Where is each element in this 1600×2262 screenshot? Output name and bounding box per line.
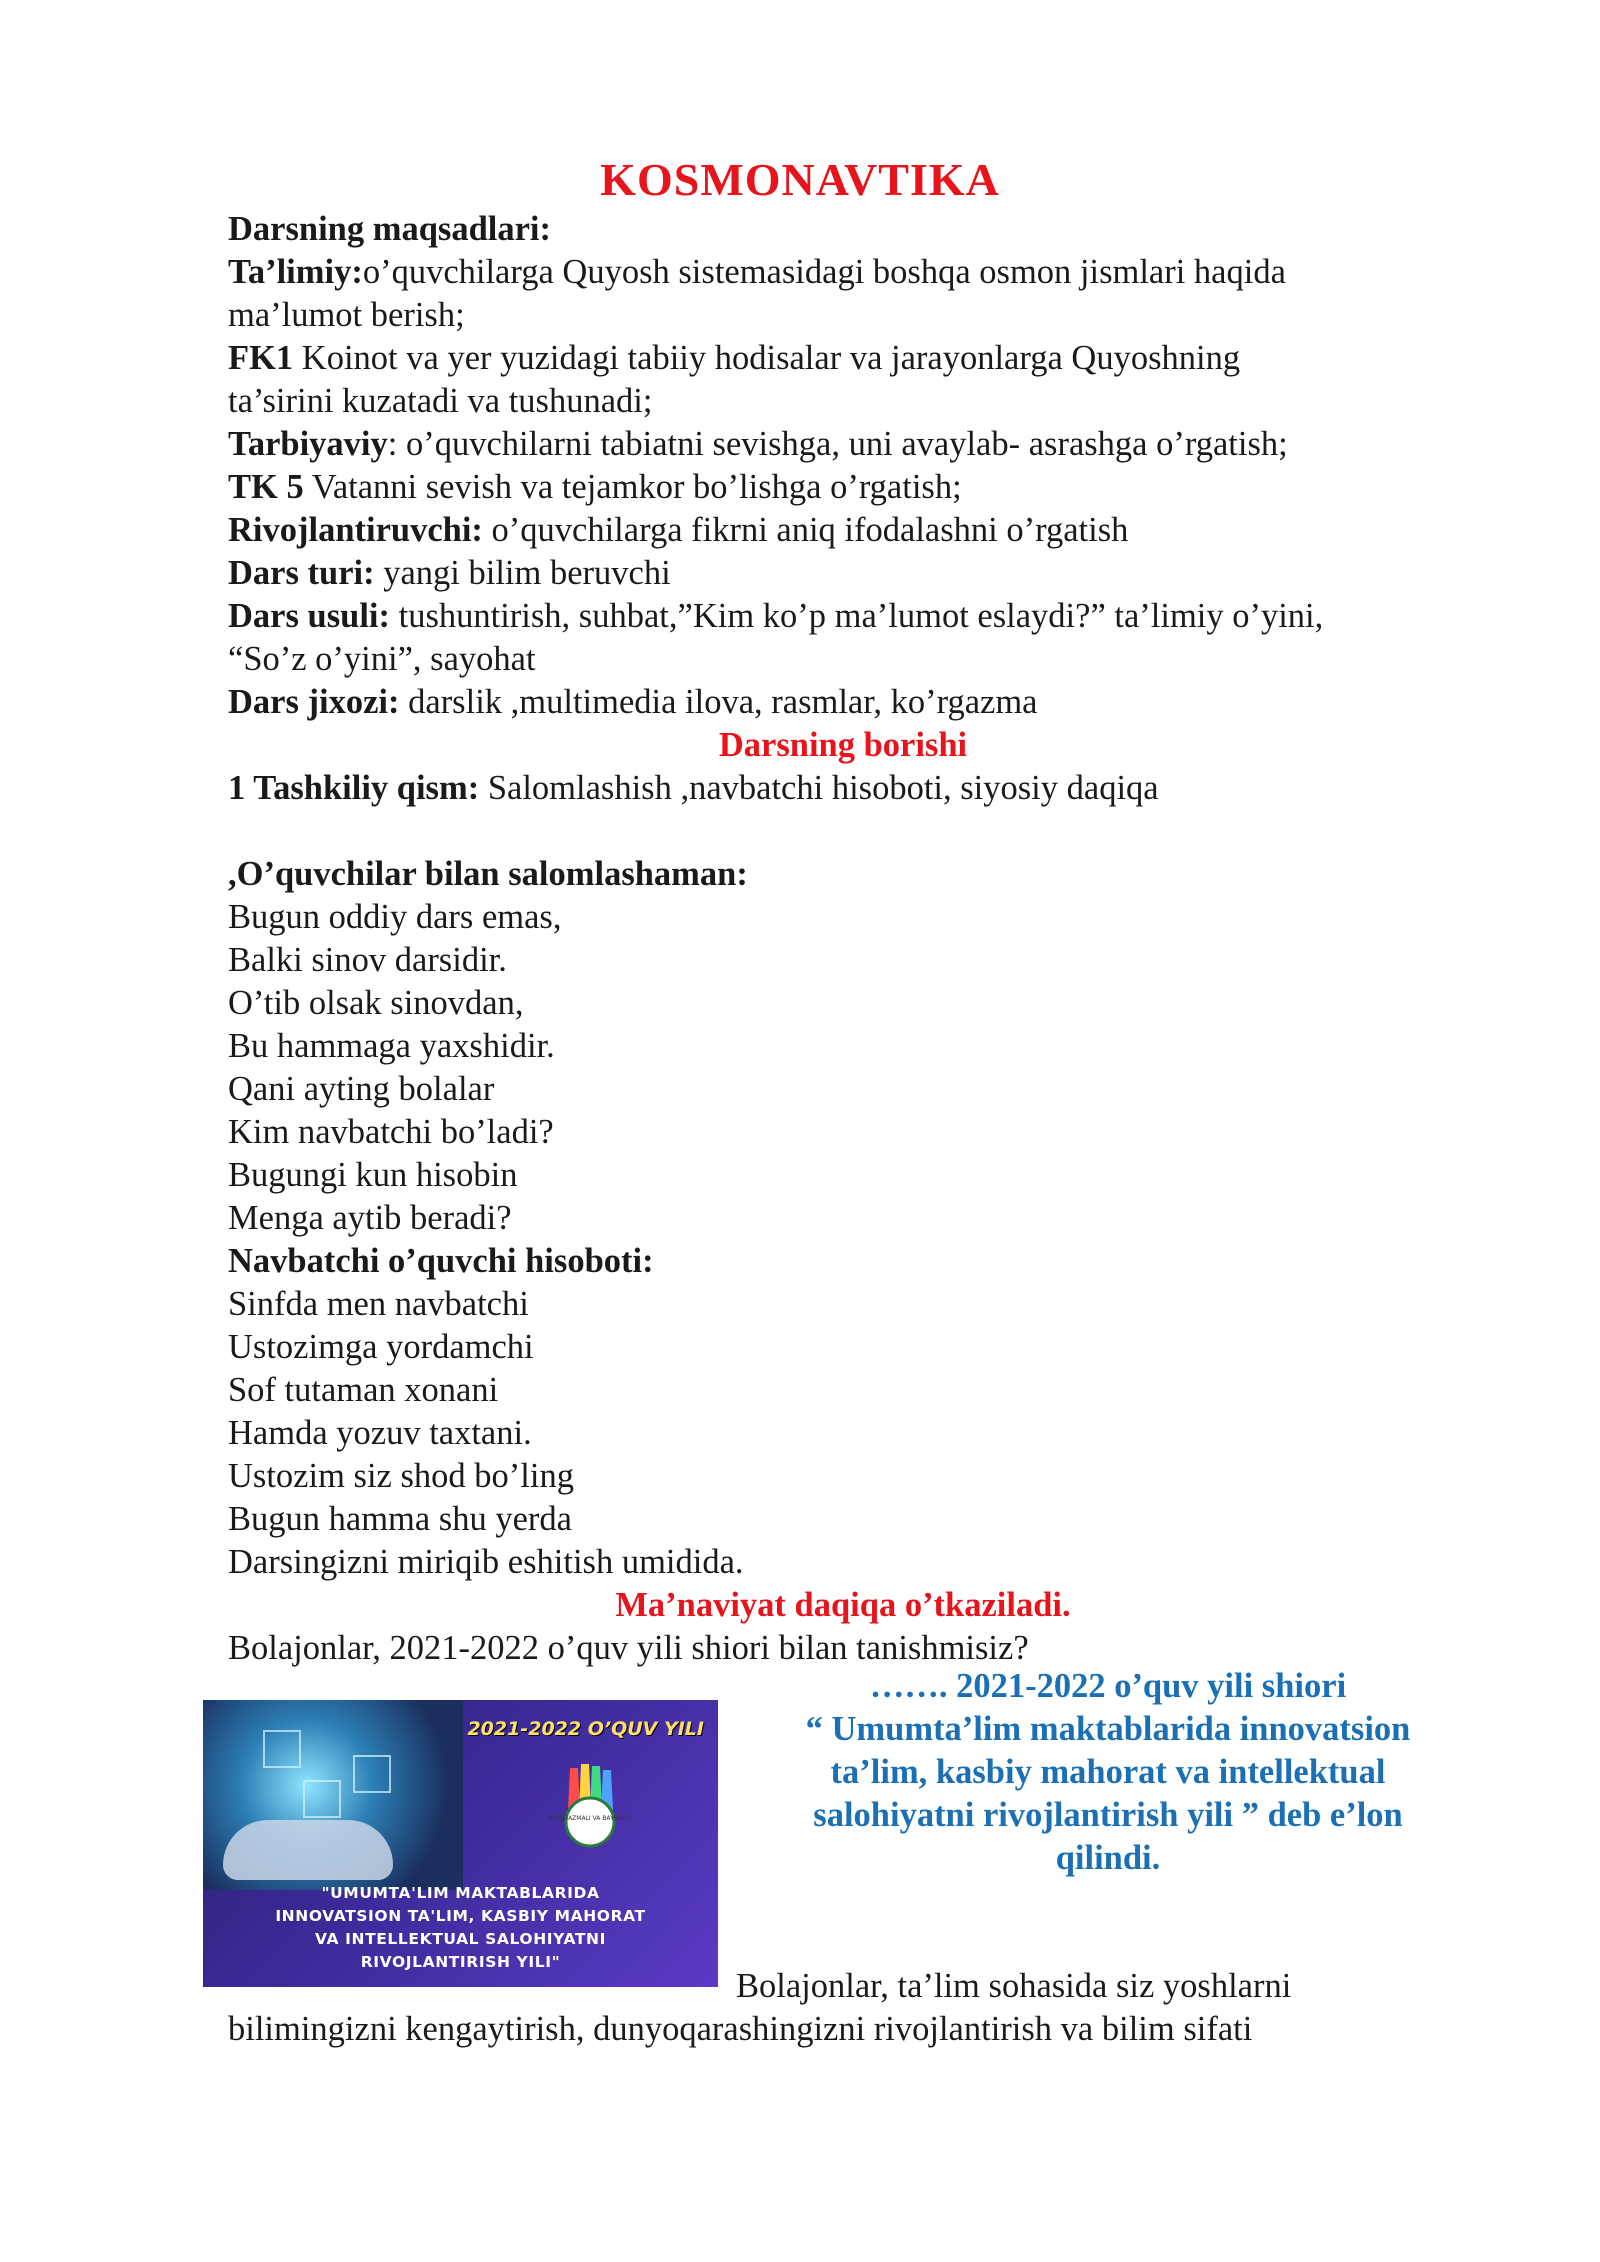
line-lesson-method: Dars usuli: tushuntirish, suhbat,”Kim ko’p ma’lumot eslaydi?” ta’limiy o’yini, <box>228 597 1324 635</box>
slogan-line: ……. 2021-2022 o’quv yili shiori <box>869 1667 1347 1705</box>
cube-icon <box>353 1755 391 1793</box>
poem-line: Qani ayting bolalar <box>228 1070 495 1108</box>
line-educational-cont: ma’lumot berish; <box>228 296 465 334</box>
school-year-banner-image <box>203 1700 718 1987</box>
poem-line: Darsingizni miriqib eshitish umidida. <box>228 1543 744 1581</box>
slogan-line: ta’lim, kasbiy mahorat va intellektual <box>830 1753 1386 1791</box>
lesson-plan-body <box>228 208 1458 1670</box>
line-organizational-part: 1 Tashkiliy qism: Salomlashish ,navbatchi hisoboti, siyosiy daqiqa <box>228 769 1159 807</box>
logo-text: KO’RGAZMALI VA BAYROG’I <box>549 1815 631 1822</box>
poem-line: Menga aytib beradi? <box>228 1199 512 1237</box>
section-heading-spirituality: Ma’naviyat daqiqa o’tkaziladi. <box>615 1586 1071 1624</box>
poem-line: Ustozimga yordamchi <box>228 1328 534 1366</box>
poem-line: Balki sinov darsidir. <box>228 941 507 979</box>
line-after-image: Bolajonlar, ta’lim sohasida siz yoshlarni <box>736 1967 1292 2005</box>
line-lesson-type: Dars turi: yangi bilim beruvchi <box>228 554 671 592</box>
line-fk1: FK1 Koinot va yer yuzidagi tabiiy hodisalar va jarayonlarga Quyoshning <box>228 339 1241 377</box>
technology-illustration <box>203 1700 463 1890</box>
section-heading-lesson-flow: Darsning borishi <box>718 726 968 764</box>
poem-line: Ustozim siz shod bo’ling <box>228 1457 574 1495</box>
line-fk1-cont: ta’sirini kuzatadi va tushunadi; <box>228 382 653 420</box>
goals-heading: Darsning maqsadlari: <box>228 210 551 248</box>
poem-line: Sof tutaman xonani <box>228 1371 499 1409</box>
poem-line: Bugun oddiy dars emas, <box>228 898 562 936</box>
poem-line: Hamda yozuv taxtani. <box>228 1414 532 1452</box>
poem-line: Sinfda men navbatchi <box>228 1285 529 1323</box>
slogan-line: “ Umumta’lim maktablarida innovatsion <box>805 1710 1411 1748</box>
line-upbringing: Tarbiyaviy: o’quvchilarni tabiatni sevishga, uni avaylab- asrashga o’rgatish; <box>228 425 1288 463</box>
hand-icon <box>223 1820 393 1880</box>
banner-caption: "UMUMTA'LIM MAKTABLARIDA INNOVATSION TA'LIM, KASBIY MAHORAT VA INTELLEKTUAL SALOHIYATNI RIVOJLANTIRISH YILI" <box>275 1884 646 1971</box>
line-tk5: TK 5 Vatanni sevish va tejamkor bo’lishga o’rgatish; <box>228 468 962 506</box>
banner-headline: 2021-2022 O’QUV YILI <box>467 1718 704 1740</box>
pencils-logo-icon <box>545 1760 635 1850</box>
blank-line <box>228 810 1458 853</box>
slogan-text <box>758 1665 1458 1880</box>
slogan-line: salohiyatni rivojlantirish yili ” deb e’lon <box>813 1796 1403 1834</box>
line-developmental: Rivojlantiruvchi: o’quvchilarga fikrni aniq ifodalashni o’rgatish <box>228 511 1129 549</box>
poem-line: Bu hammaga yaxshidir. <box>228 1027 555 1065</box>
cube-icon <box>263 1730 301 1768</box>
line-educational: Ta’limiy:o’quvchilarga Quyosh sistemasidagi boshqa osmon jismlari haqida <box>228 253 1286 291</box>
poem-line: Bugun hamma shu yerda <box>228 1500 572 1538</box>
page-title: KOSMONAVTIKA <box>600 154 1000 205</box>
duty-report-heading: Navbatchi o’quvchi hisoboti: <box>228 1242 654 1280</box>
line-final: bilimingizni kengaytirish, dunyoqarashingizni rivojlantirish va bilim sifati <box>228 2010 1253 2048</box>
poem-line: Bugungi kun hisobin <box>228 1156 518 1194</box>
poem-line: O’tib olsak sinovdan, <box>228 984 524 1022</box>
line-question: Bolajonlar, 2021-2022 o’quv yili shiori bilan tanishmisiz? <box>228 1629 1029 1667</box>
line-equipment: Dars jixozi: darslik ,multimedia ilova, rasmlar, ko’rgazma <box>228 683 1038 721</box>
cube-icon <box>303 1780 341 1818</box>
line-lesson-method-cont: “So’z o’yini”, sayohat <box>228 640 536 678</box>
slogan-line: qilindi. <box>1055 1839 1161 1877</box>
greeting-heading: ,O’quvchilar bilan salomlashaman: <box>228 855 748 893</box>
poem-line: Kim navbatchi bo’ladi? <box>228 1113 554 1151</box>
